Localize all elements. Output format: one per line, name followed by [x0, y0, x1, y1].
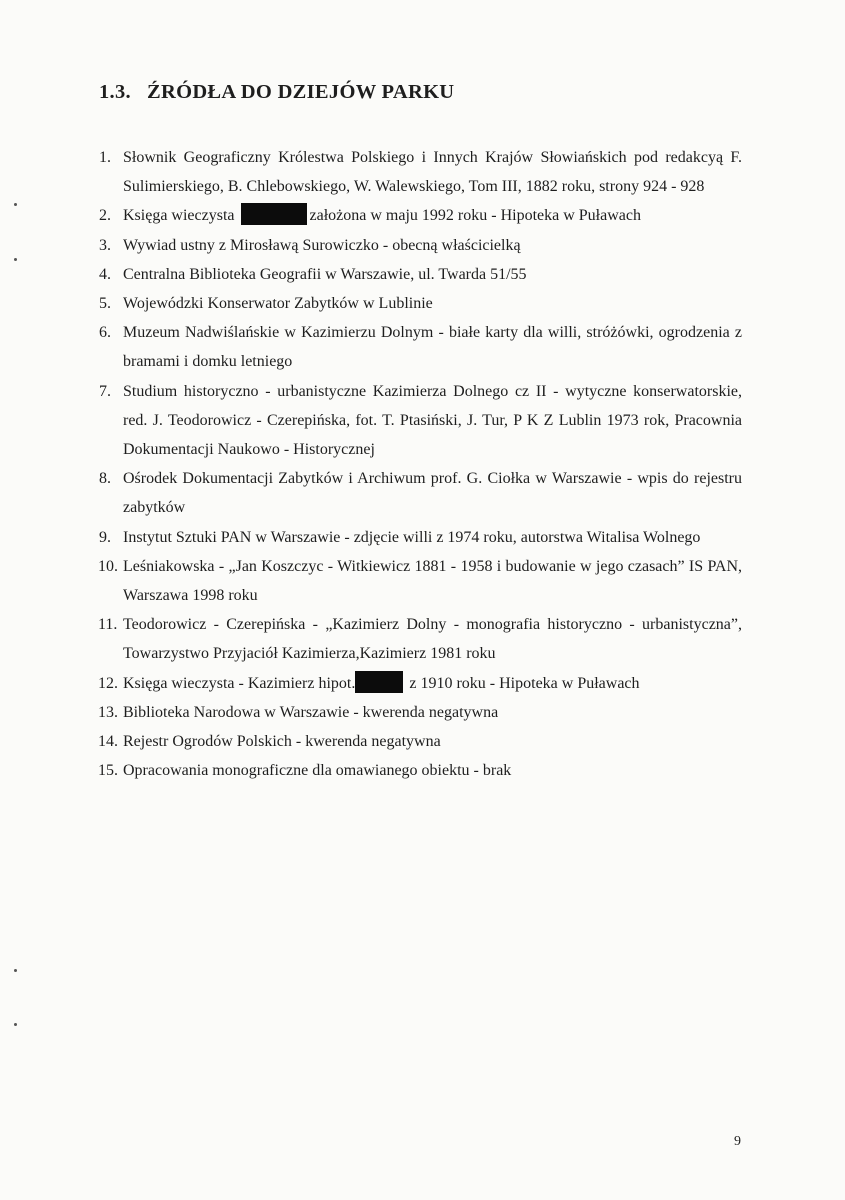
section-title: ŹRÓDŁA DO DZIEJÓW PARKU	[147, 81, 455, 103]
item-number: 2.	[99, 207, 111, 225]
list-item	[99, 231, 742, 260]
page-number: 9	[734, 1134, 741, 1149]
item-number: 6.	[99, 324, 111, 342]
item-number: 13.	[98, 703, 118, 721]
list-item	[99, 260, 742, 289]
item-text-before-redaction: Księga wieczysta - Kazimierz hipot.	[123, 674, 356, 692]
list-item	[99, 756, 742, 785]
item-number: 12.	[98, 674, 118, 692]
list-item	[99, 318, 742, 376]
item-number: 11.	[98, 616, 118, 634]
list-item	[99, 201, 742, 230]
list-item	[99, 727, 742, 756]
redaction-block	[241, 203, 307, 225]
scan-speck	[14, 203, 17, 206]
item-text: Studium historyczno - urbanistyczne Kazimierza Dolnego cz II - wytyczne konserwatorskie, red. J. Teodorowicz - Czerepińska, fot. T. Ptasiński, J. Tur, P K Z Lublin 1973 rok, Pracownia Dokumentacji Naukowo - Historycznej	[123, 382, 742, 459]
list-item	[99, 698, 742, 727]
item-text: Teodorowicz - Czerepińska - „Kazimierz Dolny - monografia historyczno - urbanistyczna”, Towarzystwo Przyjaciół Kazimierza,Kazimierz 1981 roku	[123, 616, 742, 663]
item-text: Instytut Sztuki PAN w Warszawie - zdjęcie willi z 1974 roku, autorstwa Witalisa Wolnego	[123, 528, 701, 546]
item-number: 5.	[99, 295, 111, 313]
item-number: 9.	[99, 528, 111, 546]
list-item	[99, 523, 742, 552]
item-text: Rejestr Ogrodów Polskich - kwerenda negatywna	[123, 733, 441, 751]
item-number: 10.	[98, 557, 118, 575]
item-number: 1.	[99, 149, 111, 166]
list-item	[99, 552, 742, 610]
item-number: 4.	[99, 265, 111, 283]
item-text: Ośrodek Dokumentacji Zabytków i Archiwum prof. G. Ciołka w Warszawie - wpis do rejestru zabytków	[123, 470, 742, 517]
item-text-after-redaction: z 1910 roku - Hipoteka w Puławach	[409, 674, 640, 692]
section-heading	[99, 81, 454, 104]
item-text: Słownik Geograficzny Królestwa Polskiego i Innych Krajów Słowiańskich pod redakcyą F. Sulimierskiego, B. Chlebowskiego, W. Walewskiego, Tom III, 1882 roku, strony 924 - 928	[123, 149, 742, 196]
sources-list	[99, 143, 742, 785]
list-item	[99, 377, 742, 465]
item-number: 14.	[98, 733, 118, 751]
scan-speck	[14, 969, 17, 972]
item-text: Opracowania monograficzne dla omawianego obiektu - brak	[123, 762, 512, 780]
list-item	[99, 669, 742, 698]
list-item	[99, 610, 742, 668]
list-item	[99, 289, 742, 318]
item-number: 7.	[99, 382, 111, 400]
item-text-before-redaction: Księga wieczysta	[123, 207, 235, 225]
redaction-block	[355, 671, 403, 693]
item-number: 15.	[98, 762, 118, 780]
item-text: Biblioteka Narodowa w Warszawie - kwerenda negatywna	[123, 703, 499, 721]
scan-speck	[14, 1023, 17, 1026]
item-text: Centralna Biblioteka Geografii w Warszawie, ul. Twarda 51/55	[123, 265, 527, 283]
scan-speck	[14, 258, 17, 261]
list-item	[99, 464, 742, 522]
item-text-after-redaction: założona w maju 1992 roku - Hipoteka w Puławach	[309, 207, 641, 225]
section-number: 1.3.	[99, 81, 131, 103]
item-text: Wywiad ustny z Mirosławą Surowiczko - obecną właścicielką	[123, 236, 521, 254]
item-number: 3.	[99, 236, 111, 254]
item-text: Wojewódzki Konserwator Zabytków w Lublinie	[123, 295, 433, 313]
item-number: 8.	[99, 470, 111, 488]
item-text: Leśniakowska - „Jan Koszczyc - Witkiewicz 1881 - 1958 i budowanie w jego czasach” IS PAN, Warszawa 1998 roku	[123, 557, 742, 605]
list-item	[99, 143, 742, 201]
item-text: Muzeum Nadwiślańskie w Kazimierzu Dolnym - białe karty dla willi, stróżówki, ogrodzenia z bramami i domku letniego	[123, 324, 742, 371]
